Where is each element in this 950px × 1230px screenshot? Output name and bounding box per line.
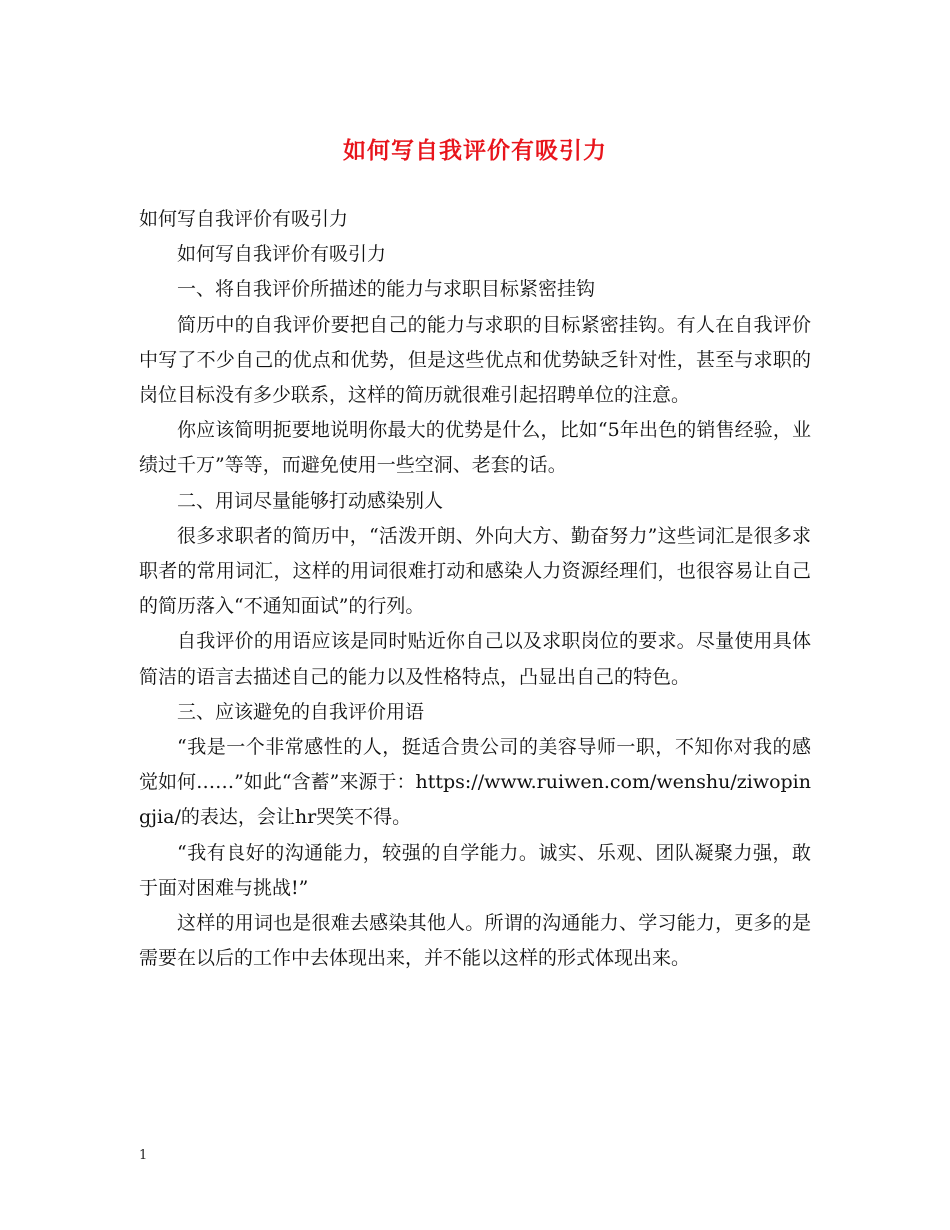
section-heading-2: 二、用词尽量能够打动感染别人 [177, 489, 444, 512]
paragraph: 这样的用词也是很难去感染其他人。所谓的沟通能力、学习能力，更多的是需要在以后的工作中去体现出来，并不能以这样的形式体现出来。 [139, 912, 811, 970]
page-title: 如何写自我评价有吸引力 [343, 137, 607, 164]
paragraph: “我是一个非常感性的人，挺适合贵公司的美容导师一职，不知你对我的感觉如何……”如此“含蓄”来源于：https://www.ruiwen.com/wenshu/ziwopingjia/的表达，会让hr哭笑不得。 [139, 736, 811, 829]
page-number: 1 [139, 1148, 148, 1163]
section-heading-1: 一、将自我评价所描述的能力与求职目标紧密挂钩 [177, 278, 596, 301]
paragraph: 你应该简明扼要地说明你最大的优势是什么，比如“5年出色的销售经验，业绩过千万”等等，而避免使用一些空洞、老套的话。 [139, 419, 811, 477]
paragraph: 简历中的自我评价要把自己的能力与求职的目标紧密挂钩。有人在自我评价中写了不少自己的优点和优势，但是这些优点和优势缺乏针对性，甚至与求职的岗位目标没有多少联系，这样的简历就很难引起招聘单位的注意。 [139, 313, 811, 407]
document-body [139, 202, 811, 976]
paragraph: 自我评价的用语应该是同时贴近你自己以及求职岗位的要求。尽量使用具体简洁的语言去描述自己的能力以及性格特点，凸显出自己的特色。 [139, 630, 811, 688]
paragraph: “我有良好的沟通能力，较强的自学能力。诚实、乐观、团队凝聚力强，敢于面对困难与挑战!” [139, 841, 811, 899]
paragraph: 很多求职者的简历中，“活泼开朗、外向大方、勤奋努力”这些词汇是很多求职者的常用词汇，这样的用词很难打动和感染人力资源经理们，也很容易让自己的简历落入“不通知面试”的行列。 [139, 524, 811, 618]
paragraph-heading: 如何写自我评价有吸引力 [139, 208, 349, 230]
section-heading-3: 三、应该避免的自我评价用语 [177, 700, 425, 723]
paragraph-subtitle: 如何写自我评价有吸引力 [177, 243, 387, 266]
